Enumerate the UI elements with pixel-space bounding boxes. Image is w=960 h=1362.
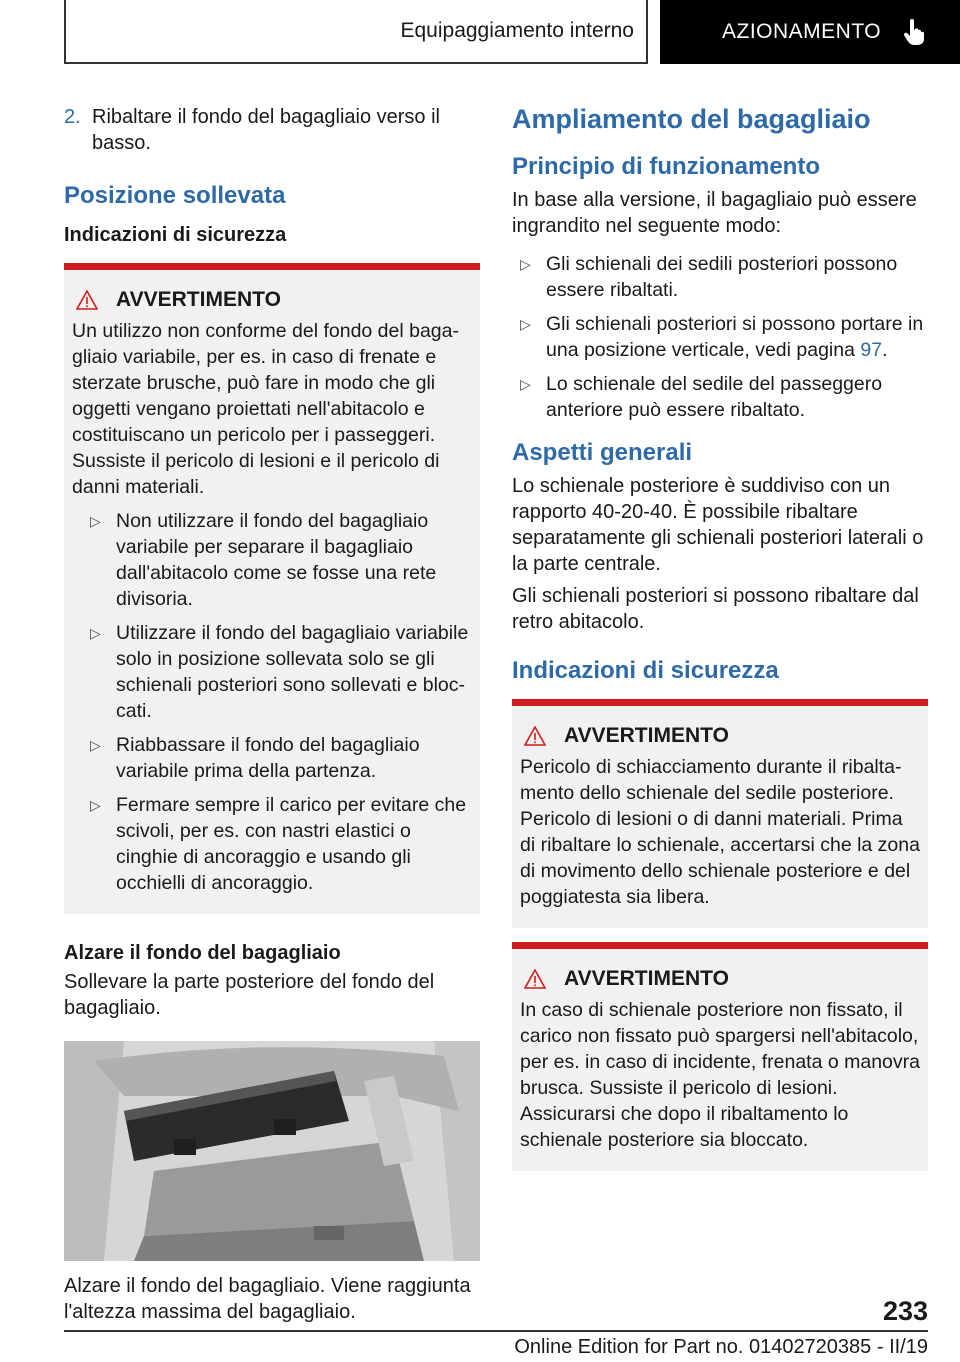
warning-box-left [64, 263, 480, 914]
step-number: 2. [64, 106, 81, 128]
general-paragraph-1: Lo schienale posteriore è suddiviso con un rapporto 40-20-40. È possibile ribaltare separatamente gli schienali posteriori laterali o la parte centrale. [512, 475, 924, 575]
heading-raise-floor: Alzare il fondo del bagagliaio [64, 942, 341, 964]
heading-safety-right: Indicazioni di sicurezza [512, 657, 779, 684]
list-item [512, 371, 928, 423]
trunk-floor-photo [64, 1041, 480, 1261]
right-column [512, 100, 928, 1171]
triangle-bullet-icon: ▷ [90, 513, 101, 529]
options-list [512, 251, 928, 423]
list-item-text: Gli schienali dei sedili posteriori possono essere ribaltati. [546, 253, 898, 301]
list-item [72, 508, 472, 612]
warning-title-text: AVVERTIMENTO [564, 724, 729, 747]
list-item-text: Lo schienale del sedile del passeggero anteriore può essere ribaltato. [546, 373, 883, 421]
pointing-hand-icon [903, 19, 925, 45]
list-item-text: Gli schienali posteriori si possono portare in una posizione verticale, vedi pagina 97. [546, 313, 924, 361]
warning-title [72, 288, 472, 312]
step-text: Ribaltare il fondo del bagagliaio verso il basso. [92, 106, 440, 154]
warning-body: In caso di schienale posteriore non fissato, il carico non fissato può spargersi nell'abitacolo, per es. in caso di incidente, frenata o manovra brusca. Sussiste il pericolo di lesioni. Assicurarsi che dopo il ribaltamento lo schienale posteriore sia bloccato. [520, 999, 920, 1151]
warning-title-text: AVVERTIMENTO [116, 288, 281, 311]
footer-divider [64, 1330, 928, 1332]
step-2 [64, 104, 480, 156]
warning-triangle-icon [524, 726, 546, 746]
warning-body: Un utilizzo non conforme del fondo del bagagliaio variabile, per es. in caso di frenate e sterzate brusche, può fare in modo che gli oggetti vengano proiettati nell'abitacolo e costituiscano un pericolo per i passeggeri. Sussiste il pericolo di lesioni e il pericolo di danni materiali. [72, 320, 459, 498]
list-item [72, 732, 472, 784]
heading-aspetti-generali: Aspetti generali [512, 439, 693, 466]
left-column [64, 100, 480, 1325]
list-item [512, 251, 928, 303]
triangle-bullet-icon: ▷ [90, 625, 101, 641]
principle-text: In base alla versione, il bagagliaio può essere ingrandito nel seguente modo: [512, 189, 917, 237]
general-paragraph-2: Gli schienali posteriori si possono ribaltare dal retro abitacolo. [512, 585, 919, 633]
warning-box-right-2 [512, 942, 928, 1171]
triangle-bullet-icon: ▷ [520, 256, 531, 272]
page-number: 233 [882, 1296, 928, 1326]
list-item [72, 792, 472, 896]
warning-title [520, 967, 920, 991]
warning-title [520, 724, 920, 748]
section-title-ampliamento: Ampliamento del bagagliaio [512, 104, 871, 134]
section-tab [64, 0, 648, 64]
list-item-text: Utilizzare il fondo del bagagliaio variabile solo in posizione sollevata solo se gli schienali posteriori sono sollevati e bloccati. [116, 622, 469, 722]
list-item-text: Riabbassare il fondo del bagagliaio variabile prima della partenza. [116, 734, 420, 782]
raise-text: Sollevare la parte posteriore del fondo del bagagliaio. [64, 971, 435, 1019]
triangle-bullet-icon: ▷ [520, 316, 531, 332]
warning-triangle-icon [524, 969, 546, 989]
list-item [512, 311, 928, 363]
photo-caption: Alzare il fondo del bagagliaio. Viene raggiunta l'altezza massima del bagagliaio. [64, 1275, 471, 1323]
warning-box-right-1 [512, 699, 928, 928]
triangle-bullet-icon: ▷ [520, 376, 531, 392]
triangle-bullet-icon: ▷ [90, 797, 101, 813]
heading-principio: Principio di funzionamento [512, 153, 820, 180]
list-item-text: Fermare sempre il carico per evitare che scivoli, per es. con nastri elastici o cinghie di ancoraggio e usando gli occhielli di ancoraggio. [116, 794, 467, 894]
chapter-tab [660, 0, 960, 64]
list-item [72, 620, 472, 724]
edition-note: Online Edition for Part no. 01402720385 - II/19 [514, 1336, 928, 1358]
list-item-text: Non utilizzare il fondo del bagagliaio variabile per separare il bagagliaio dall'abitacolo come se fosse una rete divisoria. [116, 510, 437, 610]
page-link[interactable]: 97 [860, 339, 883, 361]
chapter-title: AZIONAMENTO [722, 20, 882, 43]
warning-list [72, 508, 472, 896]
warning-triangle-icon [76, 290, 98, 310]
warning-body: Pericolo di schiacciamento durante il ribaltamento dello schienale del sedile posteriore. Pericolo di lesioni o di danni materiali. Prima di ribaltare lo schienale, accertarsi che la zona di movimento dello schienale posteriore e del poggiatesta sia libera. [520, 756, 920, 908]
section-title: Equipaggiamento interno [400, 19, 634, 42]
warning-title-text: AVVERTIMENTO [564, 967, 729, 990]
heading-posizione-sollevata: Posizione sollevata [64, 182, 286, 209]
triangle-bullet-icon: ▷ [90, 737, 101, 753]
subheading-safety: Indicazioni di sicurezza [64, 224, 287, 246]
